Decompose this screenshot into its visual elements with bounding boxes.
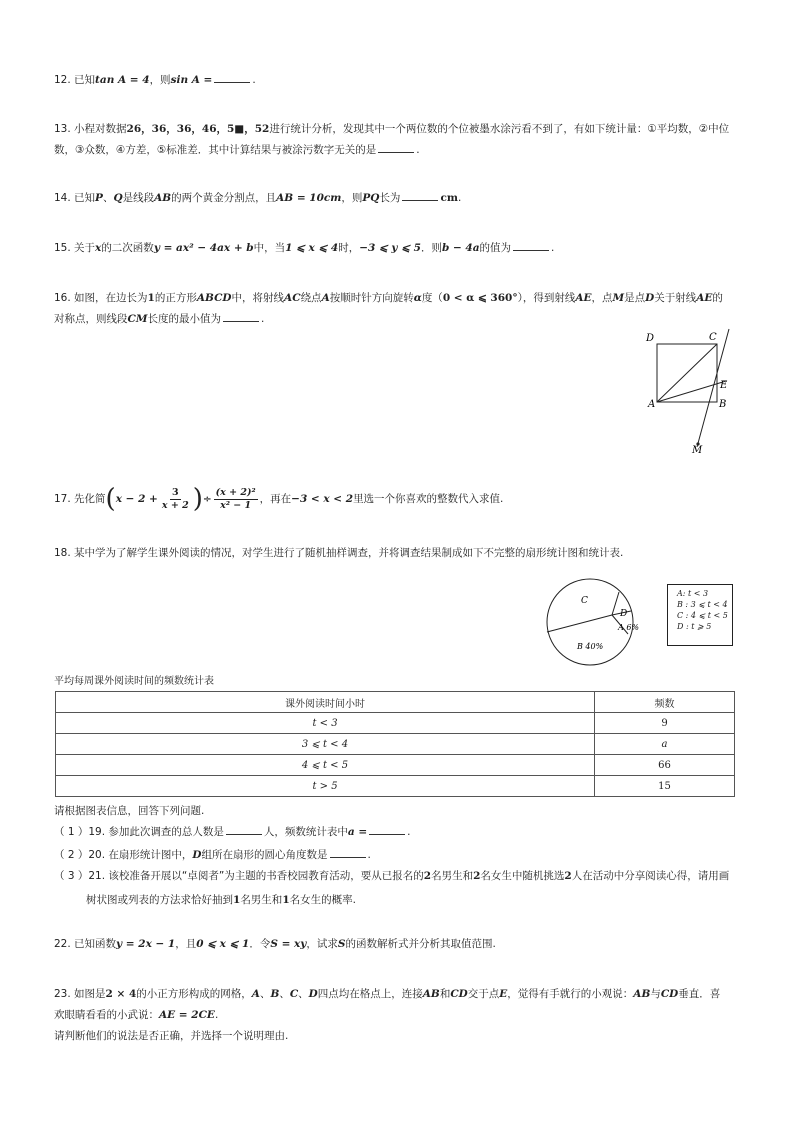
label-b: B bbox=[719, 399, 727, 410]
table-title: 平均每周课外阅读时间的频数统计表 bbox=[54, 676, 214, 687]
answer-blank[interactable] bbox=[226, 823, 262, 835]
answer-blank[interactable] bbox=[223, 310, 259, 322]
label-m: M bbox=[692, 445, 703, 456]
question-14: 14. 已知P、Q是线段AB的两个黄金分割点，且AB = 10cm，则PQ长为 cm. bbox=[54, 188, 744, 208]
q14-equation: AB = 10cm bbox=[276, 192, 342, 204]
question-23: 23. 如图是2 × 4的小正方形构成的网格，A、B、C、D四点均在格点上，连接AB和CD交于点E，觉得有手就行的小观说：AB与CD垂直．喜 欢眼睛看看的小武说：AE = 2CE. 请判断他们的说法是否正确，并选择一个说明理由. bbox=[54, 984, 744, 1046]
answer-blank[interactable] bbox=[369, 823, 405, 835]
table-row: t < 3 9 bbox=[56, 713, 735, 734]
q18-sub-1: （ 1 ）19. 参加此次调查的总人数是 人，频数统计表中a = . bbox=[54, 822, 744, 842]
pie-chart bbox=[540, 576, 660, 668]
question-16: 16. 如图，在边长为1的正方形ABCD中，将射线AC绕点A按顺时针方向旋转α度（0 < α ⩽ 360°），得到射线AE，点M是点D关于射线AE的 对称点，则线段CM长度的最小值为 . bbox=[54, 292, 723, 325]
fraction-2: $\frac{\text{(x + 2)²}}{\text{x² − 1}}$ bbox=[215, 486, 256, 511]
fraction-1: $\frac{3}{x + 2}$ bbox=[161, 486, 189, 511]
question-17: 17. 先化简 ( x − 2 + $\frac{3}{x + 2}$ ) ÷ $\frac{\text{(x + 2)²}}{\text{x² − 1}}$ ，再在 −3 < x < 2 里选一个你喜欢的整数代入求值. bbox=[54, 484, 504, 514]
pie-divider-cb bbox=[547, 615, 612, 632]
answer-blank[interactable] bbox=[402, 189, 438, 201]
q18-sub-2: （ 2 ）20. 在扇形统计图中，D组所在扇形的圆心角度数是 . bbox=[54, 845, 744, 865]
pie-divider-cd bbox=[612, 592, 619, 615]
q13-data: 26，36，36，46，5■，52 bbox=[126, 123, 270, 135]
table-row: 4 ⩽ t < 5 66 bbox=[56, 755, 735, 776]
question-13: 13. 小程对数据26，36，36，46，5■，52进行统计分析，发现其中一个两位数的个位被墨水涂污看不到了，有如下统计量：①平均数，②中位 数，③众数，④方差，⑤标准差．其中计算结果与被涂污数字无关的是 . bbox=[54, 123, 730, 156]
q15-function: y = ax² − 4ax + b bbox=[153, 242, 254, 254]
table-row: 3 ⩽ t < 4 a bbox=[56, 734, 735, 755]
frequency-table bbox=[55, 691, 735, 797]
pie-legend: A: t < 3 B : 3 ⩽ t < 4 C : 4 ⩽ t < 5 D : t ⩾ 5 bbox=[667, 584, 733, 646]
q18-sub-3: （ 3 ）21. 该校准备开展以“卓阅者”为主题的书香校园教育活动，要从已报名的2名男生和2名女生中随机挑选2人在活动中分享阅读心得，请用画 树状图或列表的方法求恰好抽到1名男生和1名女生的概率. bbox=[54, 870, 730, 906]
table-header-row bbox=[56, 692, 735, 713]
answer-blank[interactable] bbox=[330, 846, 366, 858]
label-a: A bbox=[648, 399, 656, 410]
answer-blank[interactable] bbox=[214, 71, 250, 83]
q12-math-tan: tan A = 4 bbox=[95, 74, 150, 86]
answer-blank[interactable] bbox=[513, 239, 549, 251]
q12-math-sin: sin A = bbox=[170, 74, 213, 86]
figure-16-square bbox=[640, 325, 740, 457]
label-c: C bbox=[709, 332, 717, 343]
table-row: t > 5 15 bbox=[56, 776, 735, 797]
question-22: 22. 已知函数y = 2x − 1，且0 ⩽ x ⩽ 1．令S = xy，试求S的函数解析式并分析其取值范围. bbox=[54, 938, 496, 950]
question-18: 18. 某中学为了解学生课外阅读的情况，对学生进行了随机抽样调查，并将调查结果制成如下不完整的扇形统计图和统计表. bbox=[54, 547, 624, 559]
header-time: 课外阅读时间小时 bbox=[56, 692, 595, 713]
label-e: E bbox=[720, 380, 728, 391]
pie-label-b: B 40% bbox=[577, 642, 604, 651]
q23-instruction: 请判断他们的说法是否正确，并选择一个说明理由. bbox=[54, 1030, 289, 1042]
question-12: 12. 已知tan A = 4，则sin A = . bbox=[54, 70, 744, 90]
label-d: D bbox=[646, 333, 655, 344]
pie-label-a: A 6% bbox=[618, 623, 640, 632]
pie-label-c: C bbox=[581, 596, 588, 606]
question-15: 15. 关于x的二次函数y = ax² − 4ax + b中，当1 ⩽ x ⩽ 4时，−3 ⩽ y ⩽ 5．则b − 4a的值为 . bbox=[54, 238, 744, 258]
pie-label-d: D bbox=[620, 609, 628, 619]
q18-instruction: 请根据图表信息，回答下列问题. bbox=[54, 805, 205, 817]
header-frequency: 频数 bbox=[595, 692, 735, 713]
answer-blank[interactable] bbox=[378, 141, 414, 153]
pie-circle bbox=[547, 579, 633, 665]
